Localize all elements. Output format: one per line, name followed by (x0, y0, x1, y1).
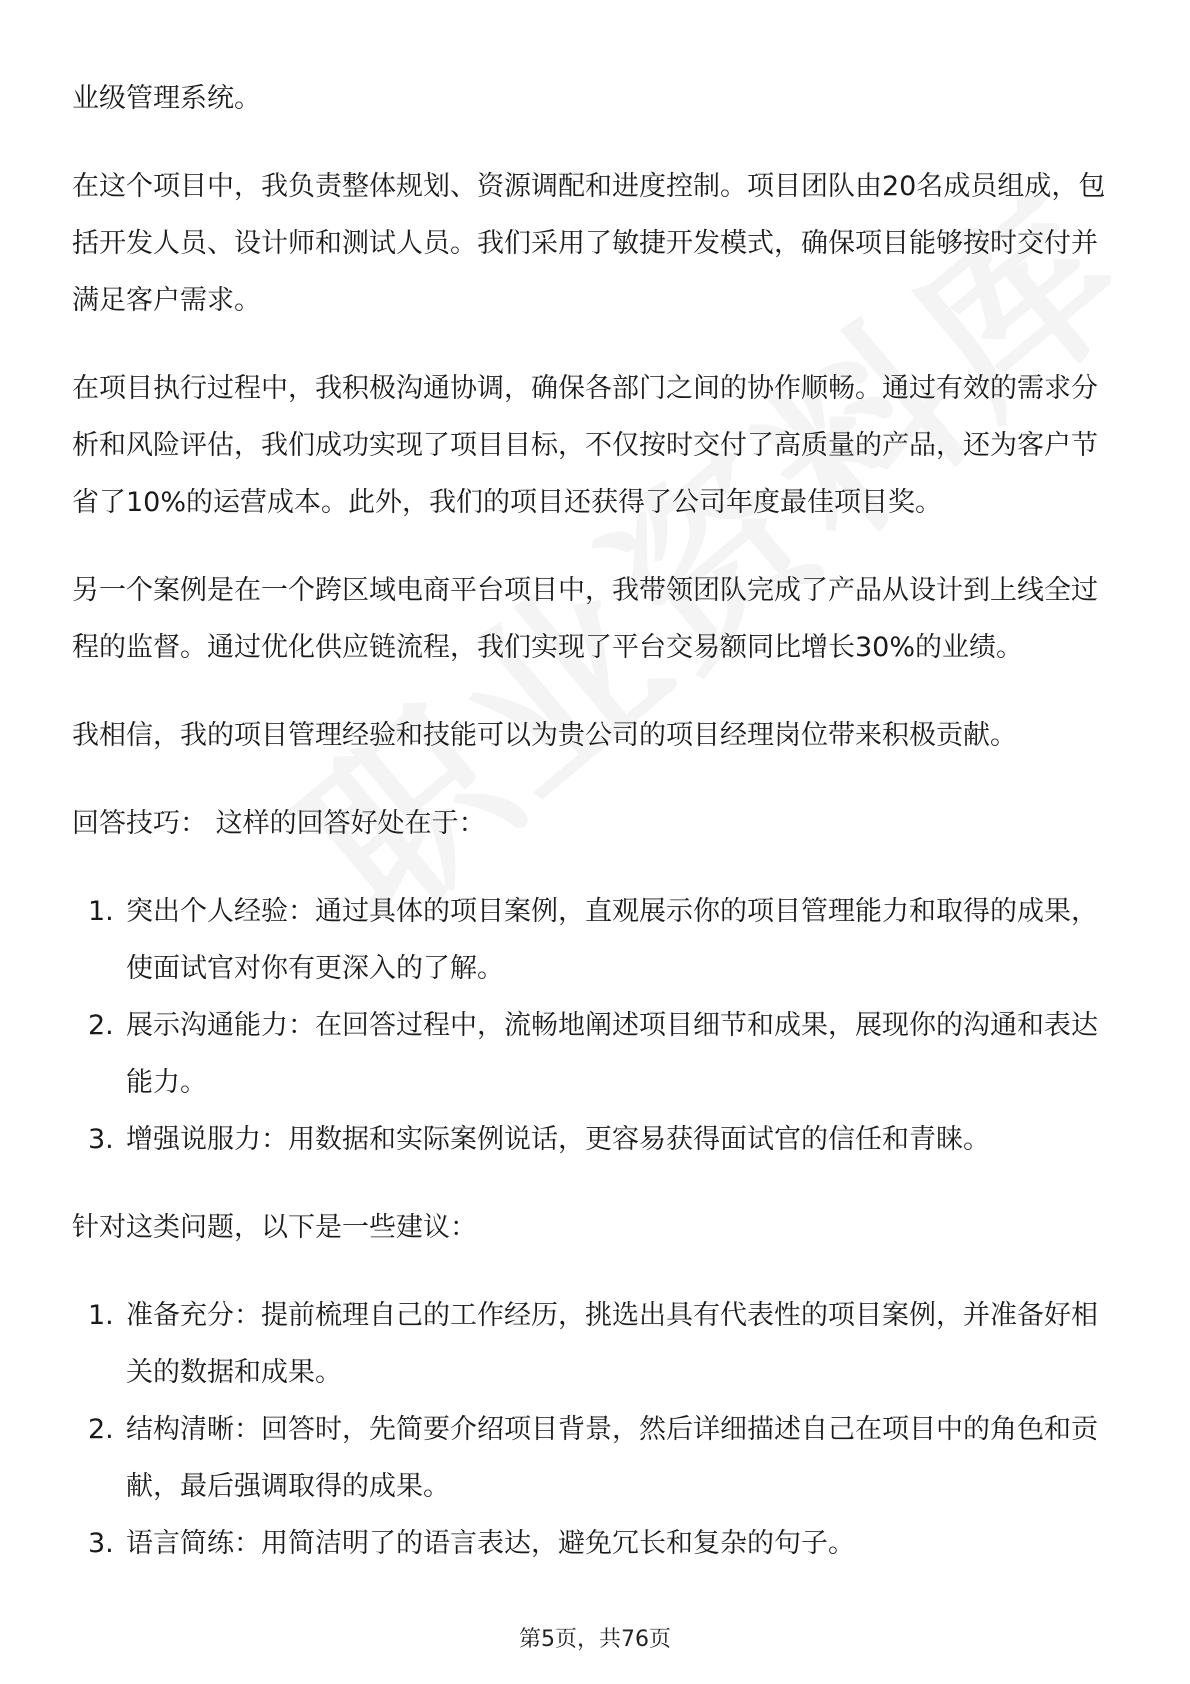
list-item (72, 1515, 1122, 1572)
list-item (72, 1287, 1122, 1401)
page-number-footer: 第5页，共76页 (519, 1627, 671, 1652)
paragraph-continuation: 业级管理系统。 (72, 83, 261, 114)
tips-list (72, 883, 1122, 1168)
list-item-text: 结构清晰：回答时，先简要介绍项目背景，然后详细描述自己在项目中的角色和贡献，最后强调取得的成果。 (126, 1414, 1098, 1502)
list-item-text: 语言简练：用简洁明了的语言表达，避免冗长和复杂的句子。 (126, 1528, 855, 1559)
document-body (72, 70, 1122, 1572)
answer-tips-heading: 回答技巧： 这样的回答好处在于： (72, 808, 486, 839)
list-item (72, 997, 1122, 1111)
paragraph-second-case: 另一个案例是在一个跨区域电商平台项目中，我带领团队完成了产品从设计到上线全过程的监督。通过优化供应链流程，我们实现了平台交易额同比增长30%的业绩。 (72, 575, 1098, 663)
list-number: 1. (88, 896, 114, 927)
list-number: 1. (88, 1300, 114, 1331)
list-item (72, 1111, 1122, 1168)
list-item-text: 增强说服力：用数据和实际案例说话，更容易获得面试官的信任和青睐。 (126, 1124, 990, 1155)
paragraph-project-execution: 在项目执行过程中，我积极沟通协调，确保各部门之间的协作顺畅。通过有效的需求分析和风险评估，我们成功实现了项目目标，不仅按时交付了高质量的产品，还为客户节省了10%的运营成本。此外，我们的项目还获得了公司年度最佳项目奖。 (72, 373, 1098, 518)
list-item-text: 突出个人经验：通过具体的项目案例，直观展示你的项目管理能力和取得的成果，使面试官对你有更深入的了解。 (126, 896, 1098, 984)
list-item (72, 883, 1122, 997)
list-number: 3. (88, 1124, 114, 1155)
list-item-text: 展示沟通能力：在回答过程中，流畅地阐述项目细节和成果，展现你的沟通和表达能力。 (126, 1010, 1098, 1098)
list-number: 2. (88, 1414, 114, 1445)
list-item-text: 准备充分：提前梳理自己的工作经历，挑选出具有代表性的项目案例，并准备好相关的数据和成果。 (126, 1300, 1098, 1388)
suggestions-heading: 针对这类问题，以下是一些建议： (72, 1212, 477, 1243)
list-number: 3. (88, 1528, 114, 1559)
list-number: 2. (88, 1010, 114, 1041)
paragraph-project-role: 在这个项目中，我负责整体规划、资源调配和进度控制。项目团队由20名成员组成，包括开发人员、设计师和测试人员。我们采用了敏捷开发模式，确保项目能够按时交付并满足客户需求。 (72, 171, 1106, 316)
paragraph-conclusion: 我相信，我的项目管理经验和技能可以为贵公司的项目经理岗位带来积极贡献。 (72, 720, 1017, 751)
list-item (72, 1401, 1122, 1515)
suggestions-list (72, 1287, 1122, 1572)
